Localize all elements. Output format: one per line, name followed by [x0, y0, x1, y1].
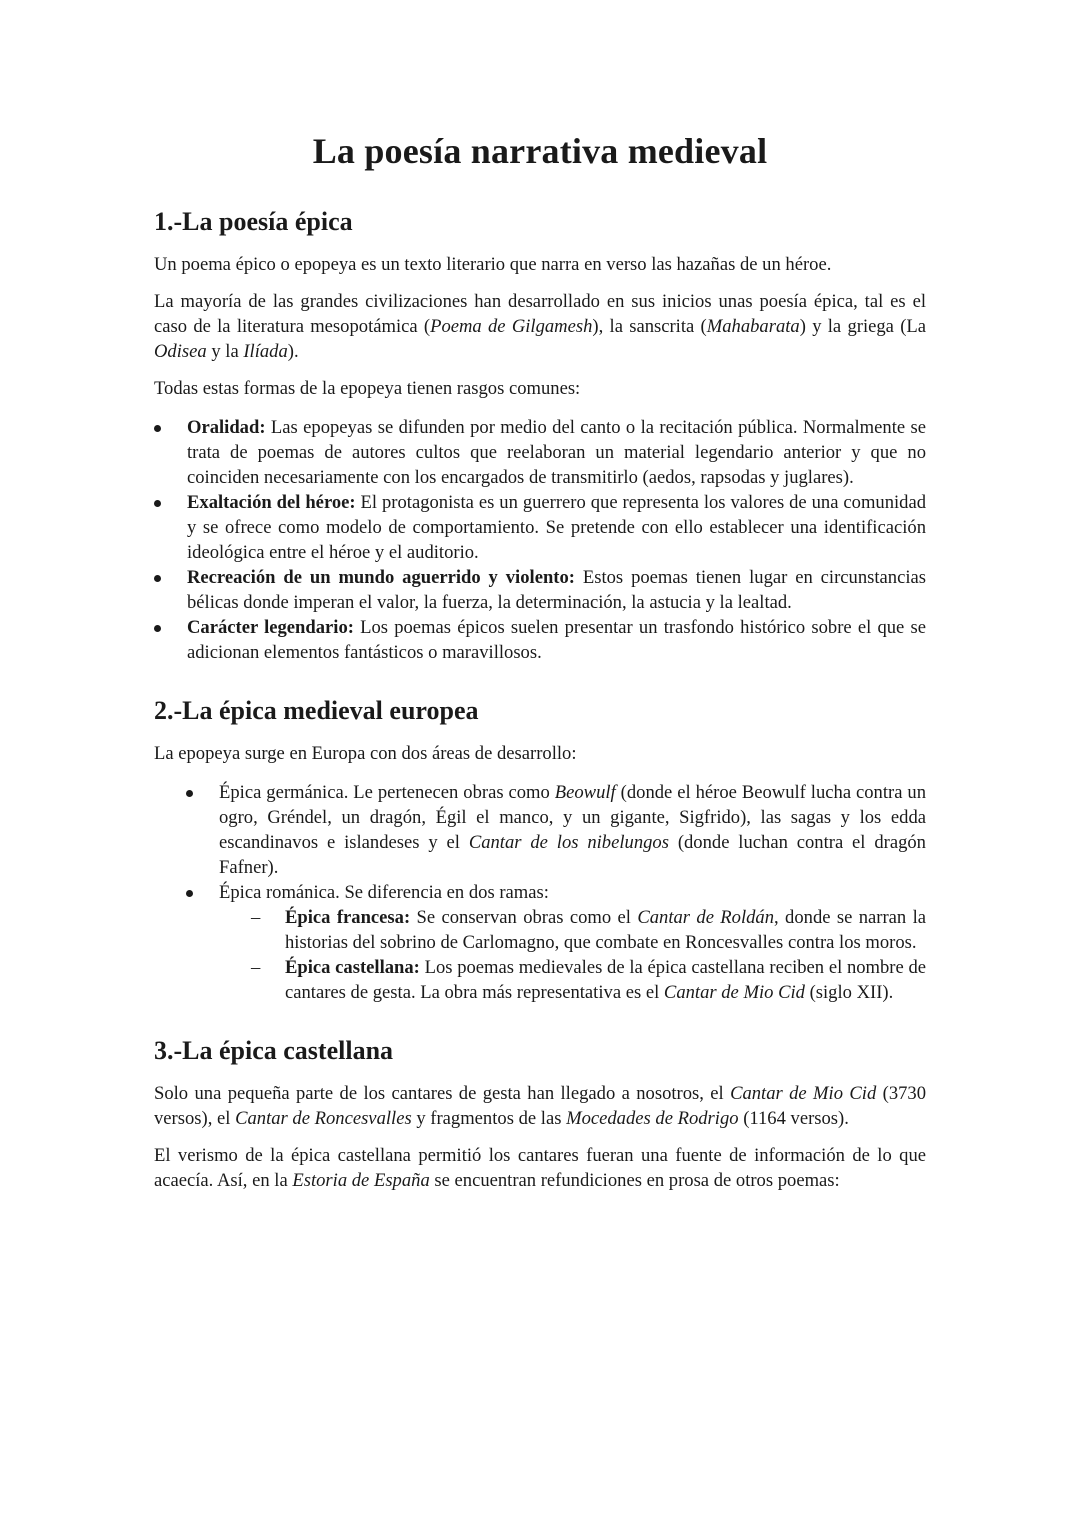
- paragraph: Solo una pequeña parte de los cantares de gesta han llegado a nosotros, el Cantar de Mio Cid (3730 versos), el Cantar de Roncesvalles y fragmentos de las Mocedades de Rodrigo (1164 versos).: [154, 1083, 927, 1129]
- list-item: – Épica castellana: Los poemas medievales de la épica castellana reciben el nombre de cantares de gesta. La obra más representativa es el Cantar de Mio Cid (siglo XII).: [251, 957, 927, 1003]
- document-content: [154, 128, 926, 1205]
- spacer: [154, 1005, 926, 1035]
- section-heading-3: 3.-La épica castellana: [154, 1036, 394, 1065]
- epic-areas-list: [186, 780, 926, 1005]
- bullet-icon: [154, 425, 161, 432]
- list-item: – Épica francesa: Se conservan obras como el Cantar de Roldán, donde se narran la historias del sobrino de Carlomagno, que combate en Roncesvalles contra los moros.: [251, 907, 926, 953]
- dash-icon: –: [251, 957, 261, 978]
- bullet-icon: [186, 790, 193, 797]
- paragraph: La mayoría de las grandes civilizaciones han desarrollado en sus inicios unas poesía épica, tal es el caso de la literatura mesopotámica (Poema de Gilgamesh), la sanscrita (Mahabarata) y la griega (La Odisea y la Ilíada).: [154, 291, 926, 362]
- paragraph: La epopeya surge en Europa con dos áreas de desarrollo:: [154, 743, 577, 764]
- bullet-icon: [154, 575, 161, 582]
- paragraph: Todas estas formas de la epopeya tienen rasgos comunes:: [154, 378, 581, 399]
- dash-icon: –: [251, 907, 261, 928]
- paragraph: El verismo de la épica castellana permitió los cantares fueran una fuente de información de lo que acaecía. Así, en la Estoria de España se encuentran refundiciones en prosa de otros poemas:: [154, 1145, 926, 1191]
- list-item: Recreación de un mundo aguerrido y violento: Estos poemas tienen lugar en circunstancias bélicas donde imperan el valor, la fuerza, la determinación, la astucia y la lealtad.: [154, 565, 926, 615]
- list-item: Oralidad: Las epopeyas se difunden por medio del canto o la recitación pública. Normalmente se trata de poemas de autores cultos que reelaboran un material legendario anterior y que no coinciden necesariamente con los encargados de transmitirlo (aedos, rapsodas y juglares).: [154, 415, 926, 490]
- bullet-icon: [186, 890, 193, 897]
- list-item: Épica germánica. Le pertenecen obras como Beowulf (donde el héroe Beowulf lucha contra un ogro, Gréndel, un dragón, Égil el manco, y un gigante, Sigfrido), las sagas y los edda escandinavos e islandeses y el Cantar de los nibelungos (donde luchan contra el dragón Fafner).: [186, 780, 926, 880]
- spacer: [154, 665, 926, 695]
- bullet-icon: [154, 500, 161, 507]
- list-item: Carácter legendario: Los poemas épicos suelen presentar un trasfondo histórico sobre el que se adicionan elementos fantásticos o maravillosos.: [154, 615, 926, 665]
- romance-branches-list: [219, 905, 926, 1005]
- section-heading-1: 1.-La poesía épica: [154, 207, 353, 236]
- list-item: Exaltación del héroe: El protagonista es un guerrero que representa los valores de una comunidad y se ofrece como modelo de comportamiento. Se pretende con ello establecer una identificación ideológica entre el héroe y el auditorio.: [154, 490, 926, 565]
- page-title: La poesía narrativa medieval: [312, 131, 768, 171]
- paragraph: Un poema épico o epopeya es un texto literario que narra en verso las hazañas de un héroe.: [154, 254, 832, 275]
- section-heading-2: 2.-La épica medieval europea: [154, 696, 479, 725]
- features-list: [154, 415, 926, 665]
- list-item: Épica románica. Se diferencia en dos ramas: – Épica francesa: Se conservan obras como el Cantar de Roldán, donde se narran la historias del sobrino de Carlomagno, que combate en Roncesvalles contra los moros. – Épica castellana: Los poemas medievales de la épica castellana reciben el nombre de cantares de gesta. La obra más representativa es el Cantar de Mio Cid (siglo XII).: [186, 880, 926, 1005]
- bullet-icon: [154, 625, 161, 632]
